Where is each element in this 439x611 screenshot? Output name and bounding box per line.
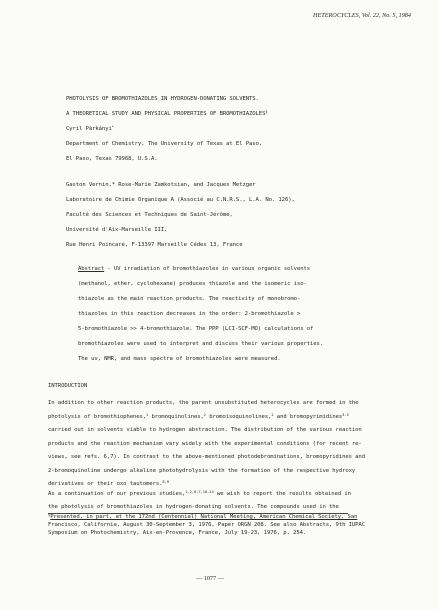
- title-line-1: PHOTOLYSIS OF BROMOTHIAZOLES IN HYDROGEN-DONATING SOLVENTS.: [66, 96, 259, 102]
- body-text-line: [48, 478, 169, 488]
- affiliation-1-dept: Department of Chemistry, The University of Texas at El Paso,: [66, 141, 263, 147]
- author-parkanyi: [66, 123, 114, 133]
- text-run: views, see refs. 6,7). In contrast to the above-mentioned photodebrominations, bromopyridines and: [48, 454, 365, 460]
- body-text-line: [48, 400, 358, 407]
- footnote-line: Symposium on Photochemistry, Aix-en-Provence, France, July 19-23, 1976, p. 254.: [48, 530, 307, 536]
- abstract-label: Abstract: [78, 266, 105, 272]
- text-run: 2-bromoquinoline undergo alkaline photohydrolysis with the formation of the respective hydroxy: [48, 467, 356, 474]
- affiliation-2-lab: Laboratoire de Chimie Organique A (Associé au C.N.R.S., L.A. No. 126),: [66, 197, 295, 203]
- citation-superscript: 1: [146, 411, 149, 417]
- footnote-mark: §: [48, 511, 51, 517]
- body-text-line: [48, 441, 362, 448]
- footnote-line: Francisco, California, August 30-September 3, 1976, Paper ORGN 208. See also Abstracts, 9th IUPAC: [48, 522, 365, 528]
- journal-header: HETEROCYCLES, Vol. 22, No. 5, 1984: [313, 12, 411, 19]
- body-text-line: [48, 504, 339, 511]
- citation-superscript: 2: [203, 411, 206, 417]
- citation-superscript: 3-5: [342, 411, 349, 417]
- text-run: bromoquinolines,: [148, 413, 204, 420]
- title-footnote-mark: §: [265, 108, 268, 114]
- text-run: photolysis of bromothiophenes,: [48, 413, 147, 420]
- footnote-line-1: [48, 511, 358, 521]
- body-text-line: [48, 427, 362, 434]
- citation-superscript: 1,2,6,7,10-14: [185, 488, 214, 494]
- title-line-2-text: A THEORETICAL STUDY AND PHYSICAL PROPERTIES OF BROMOTHIAZOLES: [66, 111, 266, 117]
- body-text-line: [48, 454, 365, 461]
- author-name: Cyril Párkányi: [66, 126, 112, 132]
- text-run: we wish to report the results obtained in: [213, 491, 351, 497]
- text-run: bromoisoquinolines,: [205, 413, 272, 420]
- title-line-2: [66, 108, 268, 118]
- text-run: In addition to other reaction products, the parent unsubstituted heterocycles are formed in the: [48, 400, 359, 406]
- abstract-line: (methanol, ether, cyclohexane) produces thiazole and the isomeric iso-: [78, 281, 307, 287]
- body-text-line: [48, 411, 349, 421]
- body-text-line: [48, 488, 351, 498]
- abstract-line: thiazole as the main reaction products. The reactivity of monobromo-: [78, 296, 301, 302]
- text-run: As a continuation of our previous studies,: [48, 491, 186, 497]
- abstract-line-1: [78, 266, 310, 273]
- affiliation-2-faculty: Faculté des Sciences et Techniques de Saint-Jérôme,: [66, 212, 233, 218]
- abstract-line: bromothiazoles were used to interpret and discuss their various properties.: [78, 341, 324, 347]
- authors-2: Gaston Vernin,* Rose-Marie Zamkotsian, and Jacques Metzger: [66, 182, 256, 188]
- affiliation-2-univ: Université d'Aix-Marseille III,: [66, 227, 168, 233]
- affiliation-1-city: El Paso, Texas 79968, U.S.A.: [66, 156, 158, 162]
- section-heading-introduction: INTRODUCTION: [48, 383, 88, 389]
- abstract-line: The uv, NMR, and mass spectra of bromothiazoles were measured.: [78, 356, 281, 362]
- text-run: and bromopyrimidines: [273, 413, 343, 420]
- author-corresponding-mark: *: [111, 123, 114, 129]
- text-run: products and the reaction mechanism vary widely with the experimental conditions (for recent re-: [48, 440, 362, 447]
- citation-superscript: 2: [271, 411, 274, 417]
- text-run: carried out in solvents viable to hydrogen abstraction. The distribution of the various reaction: [48, 427, 362, 433]
- abstract-line: 5-bromothiazole >> 4-bromothiazole. The PPP (LCI-SCF-MO) calculations of: [78, 326, 314, 332]
- citation-superscript: 8,9: [162, 478, 169, 484]
- page-number: — 1077 —: [196, 575, 224, 582]
- text-run: the photolysis of bromothiazoles in hydrogen-donating solvents. The compounds used in the: [48, 504, 339, 510]
- footnote-text: Presented, in part, at the 172nd (Centennial) National Meeting, American Chemical Society, San: [50, 514, 358, 520]
- affiliation-2-address: Rue Henri Poincaré, F-13397 Marseille Cédex 13, France: [66, 242, 243, 248]
- abstract-line-1-text: - UV irradiation of bromothiazoles in various organic solvents: [104, 266, 311, 272]
- text-run: derivatives or their oxo tautomers.: [48, 481, 163, 487]
- abstract-line: thiazoles in this reaction decreases in the order: 2-bromothiazole >: [78, 311, 301, 317]
- body-text-line: [48, 468, 355, 475]
